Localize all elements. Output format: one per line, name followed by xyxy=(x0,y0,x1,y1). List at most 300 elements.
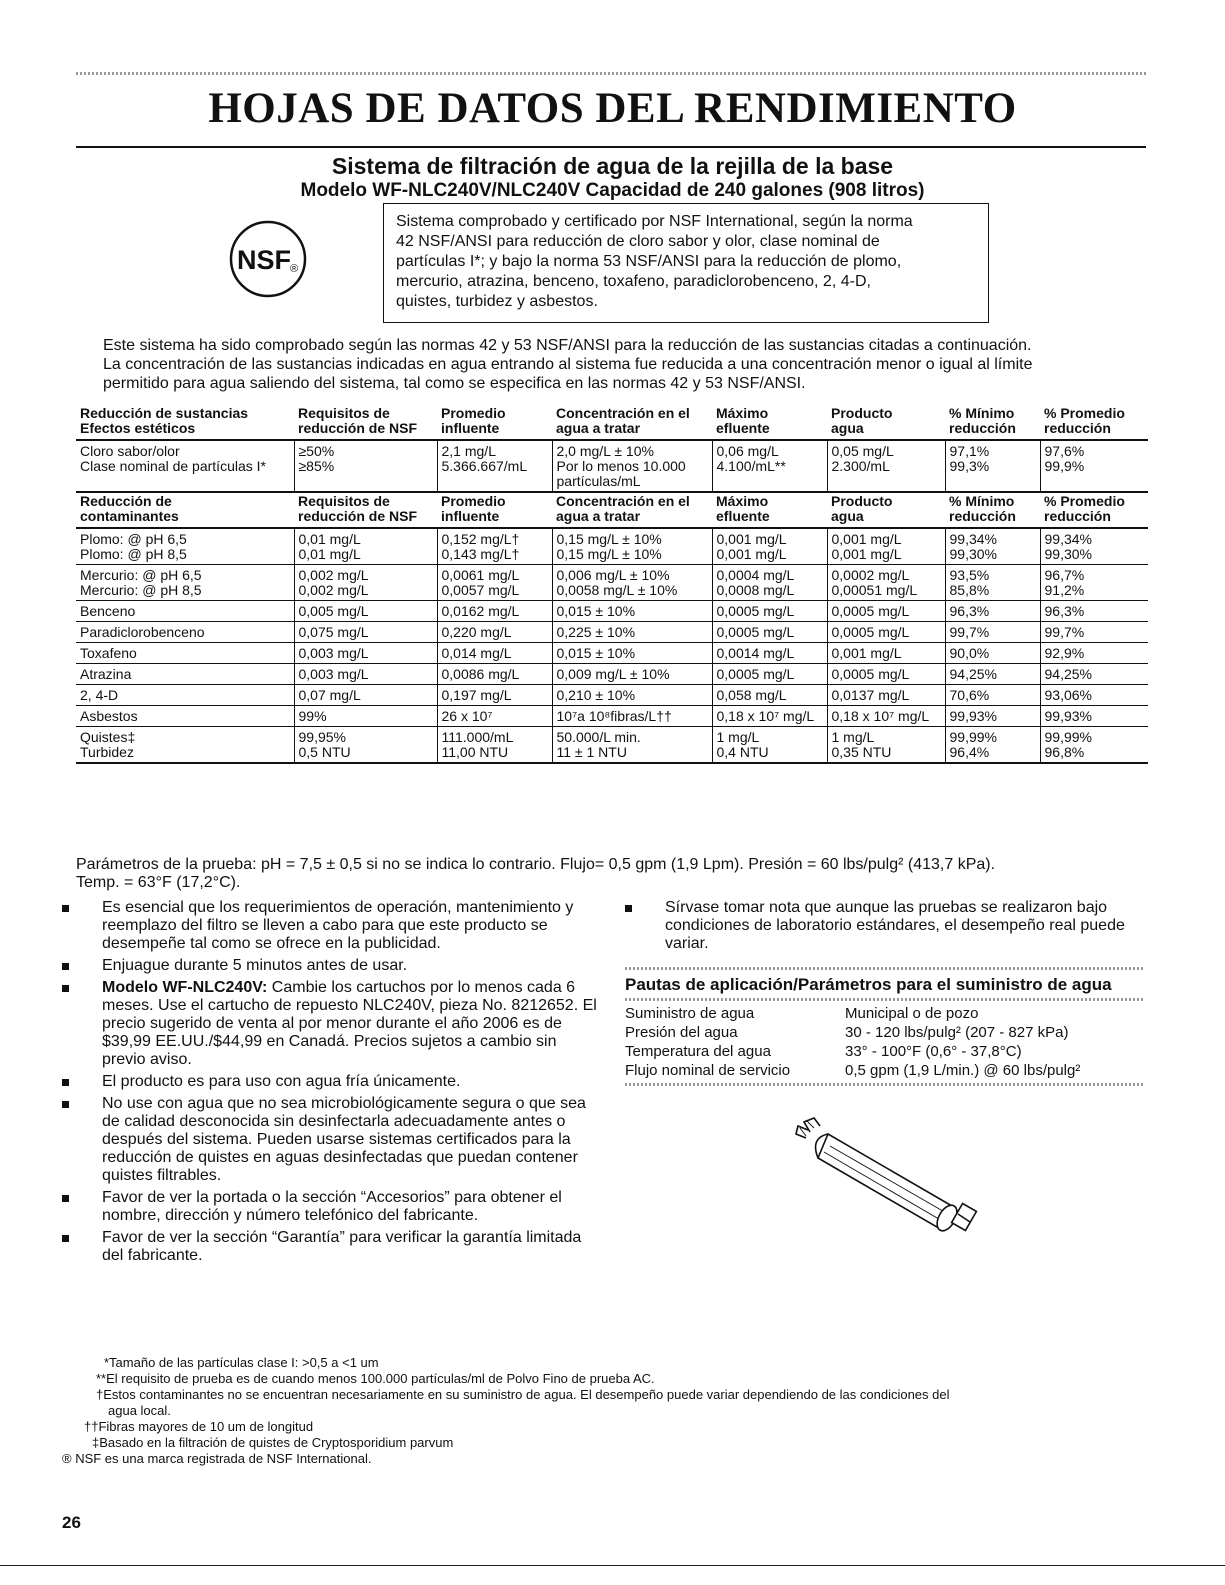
title-rule xyxy=(76,146,1146,148)
table-cell-text: 0,015 ± 10% xyxy=(556,645,636,661)
table-cell-text: 99,7% xyxy=(1044,624,1085,640)
table-cell xyxy=(552,528,712,565)
table-cell-text: 0,005 mg/L xyxy=(298,603,369,619)
page-number: 26 xyxy=(62,1513,81,1532)
table-cell xyxy=(827,622,945,643)
bullet-text: No use con agua que no sea microbiológicamente segura o que sea de calidad desconocida sin desinfectarla adecuadamente antes o después del sistema. Pueden usarse sistemas certificados para la reducción de quistes en aguas desinfectadas que puedan contener quistes filtrables. xyxy=(102,1095,586,1184)
table-cell xyxy=(827,727,945,764)
table-cell xyxy=(1040,643,1148,664)
table-cell xyxy=(294,528,437,565)
table-cell-text: 5.366.667/mL xyxy=(441,458,528,474)
bullet-square-icon xyxy=(62,1235,69,1242)
table-cell xyxy=(945,601,1040,622)
table-cell xyxy=(552,643,712,664)
table-cell-text: 0,0005 mg/L xyxy=(831,624,910,640)
column-header-text: Concentración en el xyxy=(556,493,690,509)
column-header-text: Requisitos de xyxy=(298,493,390,509)
table-cell xyxy=(437,664,552,685)
table-cell xyxy=(294,706,437,727)
column-header-text: Producto xyxy=(831,405,893,421)
filter-cartridge-illustration xyxy=(780,1114,980,1254)
bullet-item xyxy=(62,1095,597,1185)
table-row xyxy=(76,727,1148,764)
bullet-item xyxy=(62,1073,597,1091)
column-header-text: agua xyxy=(831,508,864,524)
table-cell xyxy=(1040,664,1148,685)
table-cell xyxy=(552,622,712,643)
column-header-text: % Mínimo xyxy=(949,493,1015,509)
column-header-text: reducción de NSF xyxy=(298,420,418,436)
intro-paragraph xyxy=(103,336,1148,393)
table-cell xyxy=(945,643,1040,664)
table-cell-text: 97,6% xyxy=(1044,443,1085,459)
table-cell-text: 0,0162 mg/L xyxy=(441,603,520,619)
column-header xyxy=(437,492,552,528)
table-cell-text: 99,99% xyxy=(949,729,997,745)
table-cell-text: 93,5% xyxy=(949,567,990,583)
table-row xyxy=(76,706,1148,727)
bullet-square-icon xyxy=(62,905,69,912)
table-cell xyxy=(437,685,552,706)
intro-line: La concentración de las sustancias indicadas en agua entrando al sistema fue reducida a una concentración menor o igual al límite xyxy=(103,356,1033,373)
table-cell-text: 0,002 mg/L xyxy=(298,567,369,583)
table-cell-text: 0,0008 mg/L xyxy=(716,582,795,598)
table-row xyxy=(76,664,1148,685)
table-cell-text: 70,6% xyxy=(949,687,990,703)
table-cell xyxy=(712,727,827,764)
model-capacity-line: Modelo WF-NLC240V/NLC240V Capacidad de 240 galones (908 litros) xyxy=(300,180,925,201)
bullet-text: Favor de ver la sección “Garantía” para verificar la garantía limitada del fabricante. xyxy=(102,1229,582,1264)
table-cell xyxy=(827,706,945,727)
bullet-text: Cambie los cartuchos por lo menos cada 6 meses. Use el cartucho de repuesto NLC240V, pieza No. 8212652. El precio sugerido de venta al por menor durante el año 2006 es de $39,99 EE.UU./$44,99 en Canadá. Precios sujetos a cambio sin previo aviso. xyxy=(102,979,597,1068)
guidelines-label: Flujo nominal de servicio xyxy=(625,1062,791,1079)
column-header xyxy=(76,492,294,528)
table-cell xyxy=(76,528,294,565)
table-cell-text: 0,015 ± 10% xyxy=(556,603,636,619)
test-parameters-line: Temp. = 63°F (17,2°C). xyxy=(76,874,241,891)
column-header-text: Promedio xyxy=(441,405,506,421)
table-cell xyxy=(437,643,552,664)
footnote: ‡Basado en la filtración de quistes de Cryptosporidium parvum xyxy=(92,1435,454,1450)
table-cell xyxy=(1040,685,1148,706)
column-header-text: Efectos estéticos xyxy=(80,420,196,436)
table-cell-text: 0,002 mg/L xyxy=(298,582,369,598)
table-cell-text: 0,0058 mg/L ± 10% xyxy=(556,582,678,598)
column-header-text: Promedio xyxy=(441,493,506,509)
bullet-item xyxy=(62,1229,597,1265)
table-cell-text: Paradiclorobenceno xyxy=(80,624,205,640)
bullet-square-icon xyxy=(62,963,69,970)
table-cell xyxy=(76,685,294,706)
table-cell xyxy=(437,601,552,622)
table-cell-text: partículas/mL xyxy=(556,473,641,489)
table-cell-text: Clase nominal de partículas I* xyxy=(80,458,266,474)
table-cell xyxy=(76,664,294,685)
table-header-row xyxy=(76,405,1148,440)
column-header xyxy=(712,492,827,528)
column-header-text: efluente xyxy=(716,508,770,524)
table-cell-text: 11,00 NTU xyxy=(441,744,509,760)
table-cell-text: 85,8% xyxy=(949,582,990,598)
table-cell-text: Mercurio: @ pH 6,5 xyxy=(80,567,202,583)
table-cell-text: 26 x 10⁷ xyxy=(441,708,493,724)
table-cell xyxy=(76,727,294,764)
table-cell xyxy=(552,706,712,727)
column-header xyxy=(552,405,712,440)
table-cell-text: 0,0137 mg/L xyxy=(831,687,910,703)
table-cell xyxy=(945,685,1040,706)
table-cell-text: 0,0014 mg/L xyxy=(716,645,795,661)
table-cell-text: 0,18 x 10⁷ mg/L xyxy=(716,708,815,724)
footnote: agua local. xyxy=(108,1403,171,1418)
table-row xyxy=(76,601,1148,622)
table-cell xyxy=(712,528,827,565)
table-cell-text: 0,06 mg/L xyxy=(716,443,779,459)
hatch-rule xyxy=(625,967,1145,970)
bullet-square-icon xyxy=(62,1101,69,1108)
table-cell-text: 0,00051 mg/L xyxy=(831,582,918,598)
table-cell xyxy=(552,727,712,764)
column-header-text: reducción xyxy=(1044,420,1111,436)
column-header xyxy=(827,492,945,528)
left-bullet-list xyxy=(62,899,597,1269)
column-header-text: agua a tratar xyxy=(556,508,641,524)
column-header xyxy=(294,492,437,528)
table-cell xyxy=(552,565,712,601)
table-cell-text: 0,0002 mg/L xyxy=(831,567,910,583)
table-cell xyxy=(945,727,1040,764)
table-header-row xyxy=(76,492,1148,528)
column-header-text: reducción xyxy=(949,508,1016,524)
bullet-text: El producto es para uso con agua fría únicamente. xyxy=(102,1073,461,1090)
table-cell-text: Toxafeno xyxy=(80,645,137,661)
table-cell xyxy=(1040,727,1148,764)
cert-line: 42 NSF/ANSI para reducción de cloro sabor y olor, clase nominal de xyxy=(396,233,880,250)
bullet-item xyxy=(62,957,597,975)
table-cell-text: 0,001 mg/L xyxy=(831,531,902,547)
guidelines-row xyxy=(625,1042,1145,1061)
table-cell-text: 0,15 mg/L ± 10% xyxy=(556,546,662,562)
table-cell-text: 0,4 NTU xyxy=(716,744,769,760)
table-cell-text: 0,07 mg/L xyxy=(298,687,361,703)
column-header-text: Máximo xyxy=(716,405,769,421)
table-cell xyxy=(945,440,1040,492)
column-header xyxy=(827,405,945,440)
table-cell-text: 94,25% xyxy=(1044,666,1092,682)
table-row xyxy=(76,685,1148,706)
table-cell xyxy=(1040,622,1148,643)
table-cell xyxy=(827,440,945,492)
table-cell-text: 0,001 mg/L xyxy=(716,531,787,547)
table-cell xyxy=(827,528,945,565)
column-header-text: Producto xyxy=(831,493,893,509)
table-cell-text: 0,5 NTU xyxy=(298,744,351,760)
table-cell-text: 99,93% xyxy=(949,708,997,724)
page-title: HOJAS DE DATOS DEL RENDIMIENTO xyxy=(208,85,1017,132)
column-header-text: Requisitos de xyxy=(298,405,390,421)
cert-line: quistes, turbidez y asbestos. xyxy=(396,293,598,310)
table-cell-text: 0,0005 mg/L xyxy=(716,603,795,619)
table-cell-text: 2, 4-D xyxy=(80,687,119,703)
table-cell-text: Mercurio: @ pH 8,5 xyxy=(80,582,202,598)
column-header-text: efluente xyxy=(716,420,770,436)
table-cell xyxy=(76,601,294,622)
table-cell-text: 97,1% xyxy=(949,443,990,459)
footnotes xyxy=(62,1355,1152,1467)
footnote: ††Fibras mayores de 10 um de longitud xyxy=(84,1419,314,1434)
table-cell xyxy=(945,528,1040,565)
table-cell-text: 0,0086 mg/L xyxy=(441,666,520,682)
table-cell xyxy=(1040,706,1148,727)
column-header-text: Reducción de sustancias xyxy=(80,405,249,421)
table-cell-text: Turbidez xyxy=(80,744,134,760)
table-cell-text: 0,0005 mg/L xyxy=(716,666,795,682)
table-cell-text: ≥85% xyxy=(298,458,335,474)
table-cell-text: 99,99% xyxy=(1044,729,1092,745)
table-cell-text: 10⁷a 10⁸fibras/L†† xyxy=(556,708,672,724)
table-cell xyxy=(76,565,294,601)
table-cell-text: 99,34% xyxy=(1044,531,1092,547)
table-cell-text: 0,0004 mg/L xyxy=(716,567,795,583)
table-cell-text: 99% xyxy=(298,708,327,724)
right-column xyxy=(625,899,1145,1086)
table-cell-text: 99,93% xyxy=(1044,708,1092,724)
table-cell xyxy=(712,622,827,643)
table-cell xyxy=(945,664,1040,685)
table-cell-text: 0,0057 mg/L xyxy=(441,582,520,598)
column-header-text: agua xyxy=(831,420,864,436)
column-header xyxy=(76,405,294,440)
table-row xyxy=(76,440,1148,492)
table-cell xyxy=(294,685,437,706)
table-cell-text: Quistes‡ xyxy=(80,729,136,745)
column-header xyxy=(294,405,437,440)
table-cell-text: 0,003 mg/L xyxy=(298,645,369,661)
table-cell xyxy=(437,440,552,492)
table-cell xyxy=(827,664,945,685)
bullet-square-icon xyxy=(62,985,69,992)
table-cell-text: 0,01 mg/L xyxy=(298,546,361,562)
table-cell-text: 91,2% xyxy=(1044,582,1085,598)
bullet-square-icon xyxy=(62,1079,69,1086)
guidelines-value: 33° - 100°F (0,6° - 37,8°C) xyxy=(845,1043,1022,1060)
table-cell-text: Benceno xyxy=(80,603,136,619)
column-header-text: Reducción de xyxy=(80,493,172,509)
table-cell-text: 0,006 mg/L ± 10% xyxy=(556,567,670,583)
table-cell-text: 2.300/mL xyxy=(831,458,890,474)
footnote: *Tamaño de las partículas clase I: >0,5 a <1 um xyxy=(104,1355,379,1370)
column-header-text: Máximo xyxy=(716,493,769,509)
table-cell-text: Asbestos xyxy=(80,708,138,724)
table-cell xyxy=(437,706,552,727)
column-header xyxy=(552,492,712,528)
table-cell-text: 0,001 mg/L xyxy=(716,546,787,562)
table-cell-text: 99,3% xyxy=(949,458,990,474)
table-cell-text: 96,3% xyxy=(949,603,990,619)
table-cell-text: 0,197 mg/L xyxy=(441,687,512,703)
table-cell xyxy=(1040,440,1148,492)
table-cell-text: 0,220 mg/L xyxy=(441,624,512,640)
column-header-text: reducción de NSF xyxy=(298,508,418,524)
column-header xyxy=(1040,405,1148,440)
table-cell-text: 90,0% xyxy=(949,645,990,661)
table-cell xyxy=(1040,565,1148,601)
column-header-text: reducción xyxy=(1044,508,1111,524)
table-cell-text: 0,18 x 10⁷ mg/L xyxy=(831,708,930,724)
table-cell xyxy=(552,685,712,706)
bullet-text: Sírvase tomar nota que aunque las pruebas se realizaron bajo condiciones de laboratorio estándares, el desempeño real puede variar. xyxy=(665,899,1125,952)
bullet-square-icon xyxy=(625,905,632,912)
table-cell-text: 92,9% xyxy=(1044,645,1085,661)
column-header-text: % Promedio xyxy=(1044,493,1125,509)
table-cell-text: 99,9% xyxy=(1044,458,1085,474)
intro-line: permitido para agua saliendo del sistema, tal como se especifica en las normas 42 y 53 NSF/ANSI. xyxy=(103,375,806,392)
table-cell-text: 99,95% xyxy=(298,729,346,745)
column-header-text: contaminantes xyxy=(80,508,179,524)
bullet-item xyxy=(62,899,597,953)
table-cell-text: 0,014 mg/L xyxy=(441,645,512,661)
table-cell-text: 50.000/L min. xyxy=(556,729,641,745)
bullet-text: Es esencial que los requerimientos de operación, mantenimiento y reemplazo del filtro se lleven a cabo para que este producto se desempeñe tal como se ofrece en la publicidad. xyxy=(102,899,574,952)
table-cell xyxy=(712,643,827,664)
table-cell xyxy=(827,685,945,706)
column-header-text: reducción xyxy=(949,420,1016,436)
column-header-text: % Mínimo xyxy=(949,405,1015,421)
performance-table-body xyxy=(76,405,1148,763)
table-cell xyxy=(945,565,1040,601)
table-row xyxy=(76,565,1148,601)
table-cell-text: 99,30% xyxy=(1044,546,1092,562)
table-cell xyxy=(437,727,552,764)
footnote: †Estos contaminantes no se encuentran necesariamente en su suministro de agua. El desempeño puede variar dependiendo de las condiciones del xyxy=(96,1387,950,1402)
table-cell-text: 0,0005 mg/L xyxy=(831,666,910,682)
table-cell xyxy=(76,706,294,727)
guidelines-row xyxy=(625,1061,1145,1080)
table-cell xyxy=(945,622,1040,643)
table-cell xyxy=(552,601,712,622)
table-cell-text: 0,0005 mg/L xyxy=(716,624,795,640)
footnote: **El requisito de prueba es de cuando menos 100.000 partículas/ml de Polvo Fino de prueba AC. xyxy=(96,1371,655,1386)
guidelines-title: Pautas de aplicación/Parámetros para el suministro de agua xyxy=(625,975,1112,994)
table-cell xyxy=(827,601,945,622)
bullet-item xyxy=(62,979,597,1069)
table-cell xyxy=(712,706,827,727)
table-cell-text: Cloro sabor/olor xyxy=(80,443,180,459)
table-cell-text: 0,0061 mg/L xyxy=(441,567,520,583)
guidelines-label: Suministro de agua xyxy=(625,1005,755,1022)
table-cell-text: ≥50% xyxy=(298,443,335,459)
table-cell xyxy=(294,440,437,492)
table-cell-text: 0,01 mg/L xyxy=(298,531,361,547)
table-cell-text: 0,0005 mg/L xyxy=(831,603,910,619)
table-cell xyxy=(712,685,827,706)
table-cell-text: 99,34% xyxy=(949,531,997,547)
table-cell-text: 96,3% xyxy=(1044,603,1085,619)
table-cell-text: 96,4% xyxy=(949,744,990,760)
bottom-rule xyxy=(0,1565,1225,1566)
column-header xyxy=(437,405,552,440)
bullet-text: Enjuague durante 5 minutos antes de usar. xyxy=(102,957,408,974)
guidelines-table xyxy=(625,1004,1145,1080)
table-cell-text: 2,1 mg/L xyxy=(441,443,496,459)
intro-line: Este sistema ha sido comprobado según las normas 42 y 53 NSF/ANSI para la reducción de las sustancias citadas a continuación. xyxy=(103,337,1032,354)
nsf-logo-icon xyxy=(228,219,308,299)
table-cell xyxy=(712,664,827,685)
guidelines-value: 30 - 120 lbs/pulg² (207 - 827 kPa) xyxy=(845,1024,1069,1041)
table-cell-text: 1 mg/L xyxy=(716,729,760,745)
table-cell-text: 0,143 mg/L† xyxy=(441,546,520,562)
bullet-square-icon xyxy=(62,1195,69,1202)
table-cell-text: 99,30% xyxy=(949,546,997,562)
table-cell-text: 4.100/mL** xyxy=(716,458,786,474)
table-cell-text: 0,009 mg/L ± 10% xyxy=(556,666,670,682)
bullet-item xyxy=(625,899,1145,953)
table-cell-text: 0,003 mg/L xyxy=(298,666,369,682)
table-cell-text: 1 mg/L xyxy=(831,729,875,745)
table-cell xyxy=(76,643,294,664)
table-cell-text: 0,001 mg/L xyxy=(831,546,902,562)
cert-line: Sistema comprobado y certificado por NSF International, según la norma xyxy=(396,213,913,230)
table-cell-text: Por lo menos 10.000 xyxy=(556,458,686,474)
column-header-text: Concentración en el xyxy=(556,405,690,421)
table-cell-text: 2,0 mg/L ± 10% xyxy=(556,443,654,459)
cert-line: partículas I*; y bajo la norma 53 NSF/ANSI para la reducción de plomo, xyxy=(396,253,902,270)
column-header xyxy=(945,492,1040,528)
table-row xyxy=(76,528,1148,565)
table-cell xyxy=(712,565,827,601)
table-cell xyxy=(437,622,552,643)
table-cell-text: 0,001 mg/L xyxy=(831,645,902,661)
table-cell-text: 0,210 ± 10% xyxy=(556,687,636,703)
table-cell xyxy=(437,528,552,565)
top-hatch-rule xyxy=(76,72,1146,75)
table-cell-text: 99,7% xyxy=(949,624,990,640)
guidelines-value: Municipal o de pozo xyxy=(845,1005,979,1022)
table-cell xyxy=(294,727,437,764)
table-cell-text: 96,8% xyxy=(1044,744,1085,760)
guidelines-row xyxy=(625,1004,1145,1023)
table-cell-text: 93,06% xyxy=(1044,687,1092,703)
test-parameters xyxy=(76,856,1146,892)
table-cell-text: Atrazina xyxy=(80,666,132,682)
table-cell xyxy=(712,440,827,492)
test-parameters-line: Parámetros de la prueba: pH = 7,5 ± 0,5 si no se indica lo contrario. Flujo= 0,5 gpm (1,9 Lpm). Presión = 60 lbs/pulg² (413,7 kPa). xyxy=(76,856,996,873)
cert-line: mercurio, atrazina, benceno, toxafeno, paradiclorobenceno, 2, 4-D, xyxy=(396,273,871,290)
column-header xyxy=(945,405,1040,440)
right-bullet-list xyxy=(625,899,1145,953)
table-cell xyxy=(552,440,712,492)
table-cell xyxy=(945,706,1040,727)
column-header-text: influente xyxy=(441,420,500,436)
bullet-text: Favor de ver la portada o la sección “Accesorios” para obtener el nombre, dirección y número telefónico del fabricante. xyxy=(102,1189,562,1224)
column-header xyxy=(1040,492,1148,528)
certification-box xyxy=(383,203,989,323)
table-cell-text: 96,7% xyxy=(1044,567,1085,583)
hatch-rule xyxy=(625,998,1145,1001)
table-cell-text: Plomo: @ pH 8,5 xyxy=(80,546,187,562)
bullet-bold-lead: Modelo WF-NLC240V: xyxy=(102,979,268,996)
section-subtitle: Sistema de filtración de agua de la rejilla de la base xyxy=(331,153,894,179)
table-cell xyxy=(827,565,945,601)
table-cell xyxy=(1040,601,1148,622)
table-row xyxy=(76,643,1148,664)
table-cell xyxy=(294,622,437,643)
table-cell xyxy=(552,664,712,685)
table-cell-text: 111.000/mL xyxy=(441,729,514,745)
guidelines-value: 0,5 gpm (1,9 L/min.) @ 60 lbs/pulg² xyxy=(845,1062,1081,1079)
column-header-text: % Promedio xyxy=(1044,405,1125,421)
registered-mark: ® xyxy=(289,263,299,275)
